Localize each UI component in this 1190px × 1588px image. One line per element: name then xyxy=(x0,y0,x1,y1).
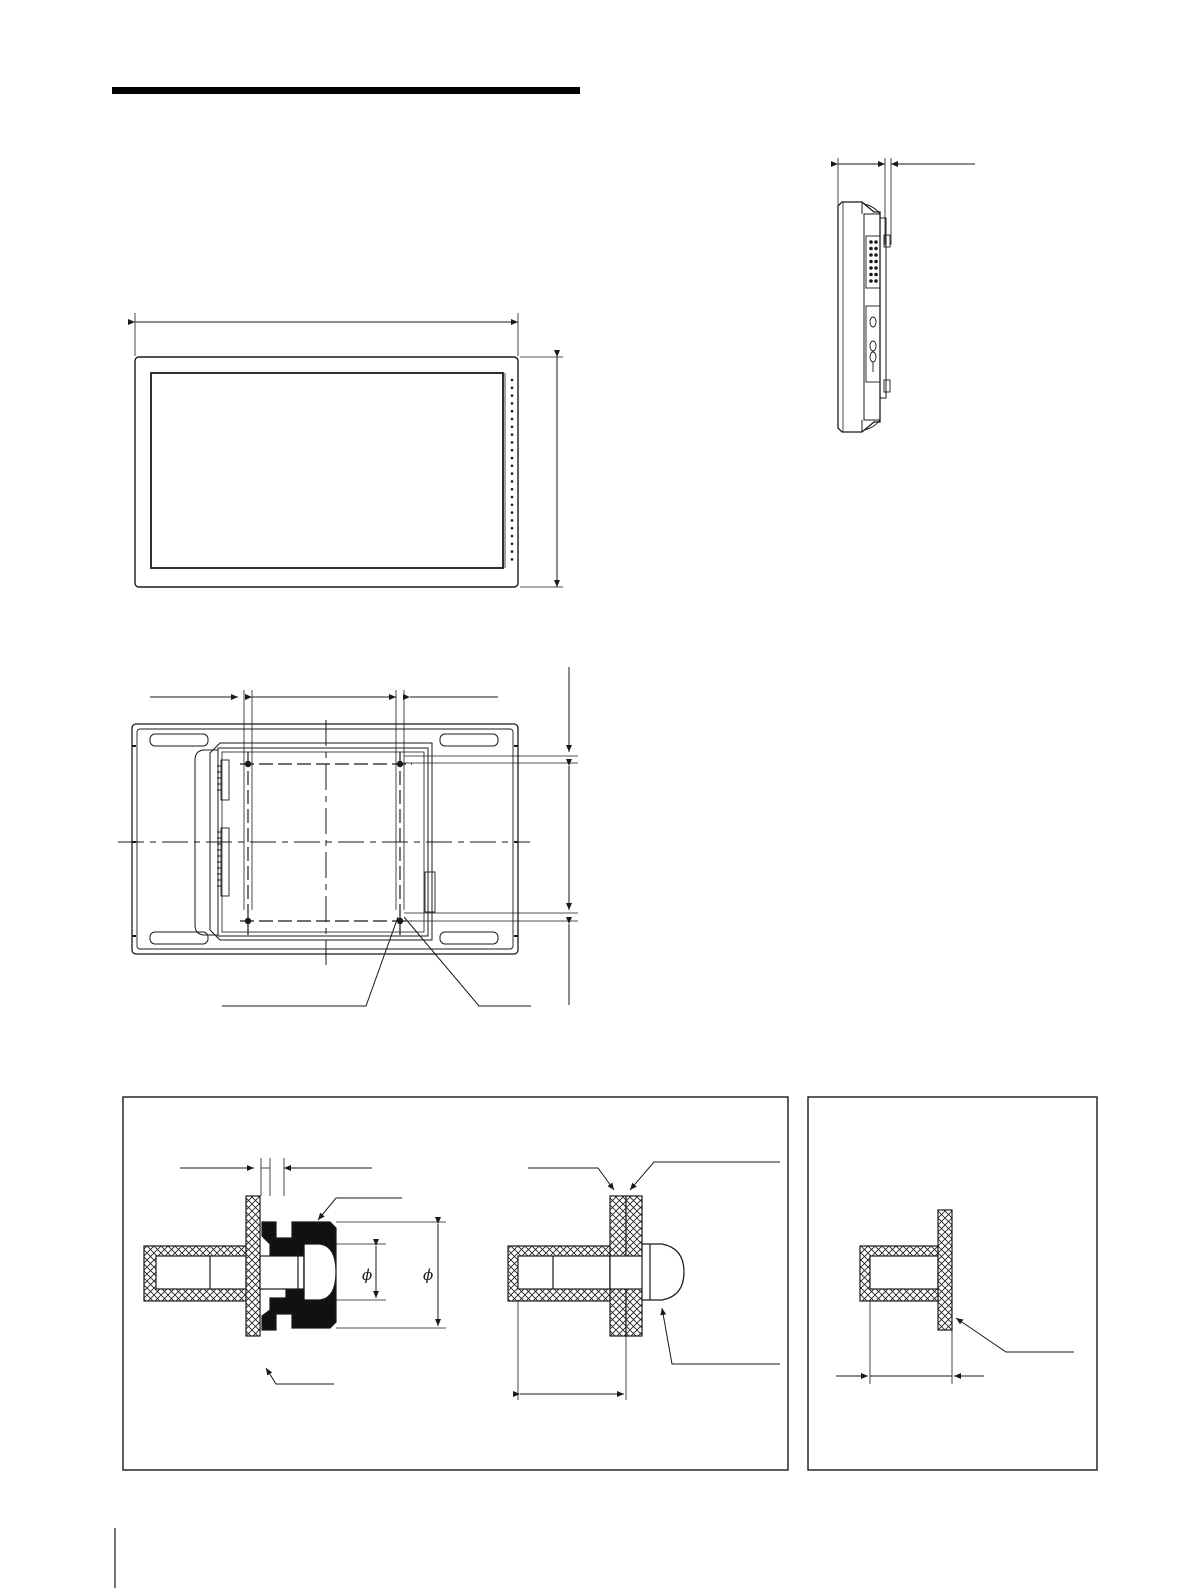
front-indicator-dot xyxy=(511,418,514,421)
rear-hole-leader-right xyxy=(404,917,531,1006)
front-indicator-dot xyxy=(511,457,514,460)
front-indicator-dot xyxy=(511,449,514,452)
front-indicator-dots xyxy=(511,379,514,561)
section-heading-rule xyxy=(112,87,580,94)
rear-view xyxy=(118,667,578,1006)
side-connector-dot xyxy=(874,247,878,251)
front-indicator-dot xyxy=(511,527,514,530)
front-screen xyxy=(151,373,503,568)
front-indicator-dot xyxy=(511,379,514,382)
front-bezel xyxy=(135,357,518,587)
front-indicator-dot xyxy=(511,402,514,405)
front-indicator-dot xyxy=(511,558,514,561)
front-indicator-dot xyxy=(511,504,514,507)
front-indicator-dot xyxy=(511,472,514,475)
front-indicator-dot xyxy=(511,387,514,390)
front-indicator-dot xyxy=(511,480,514,483)
side-connector-dot xyxy=(869,273,873,277)
front-indicator-dot xyxy=(511,426,514,429)
side-connector-dot xyxy=(874,273,878,277)
front-indicator-dot xyxy=(511,550,514,553)
front-indicator-dot xyxy=(511,433,514,436)
front-indicator-dot xyxy=(511,535,514,538)
mounting-hole-top-left xyxy=(245,761,251,767)
side-connector-dot xyxy=(869,247,873,251)
side-connector-dot xyxy=(869,240,873,244)
front-indicator-dot xyxy=(511,441,514,444)
mounting-hole-bottom-right xyxy=(397,918,403,924)
bracket-mount-detail xyxy=(144,1158,446,1384)
front-indicator-dot xyxy=(511,394,514,397)
front-indicator-dot xyxy=(511,519,514,522)
side-connector-dots xyxy=(869,240,878,283)
rear-body xyxy=(132,724,518,954)
side-connector-dot xyxy=(874,266,878,270)
front-indicator-dot xyxy=(511,465,514,468)
side-view xyxy=(838,158,975,432)
front-indicator-dot xyxy=(511,488,514,491)
screw-depth-detail xyxy=(836,1210,1074,1384)
front-indicator-dot xyxy=(511,543,514,546)
side-connector-dot xyxy=(874,253,878,257)
side-connector-dot xyxy=(874,240,878,244)
side-connector-dot xyxy=(874,260,878,264)
front-indicator-dot xyxy=(511,511,514,514)
front-indicator-dot xyxy=(511,496,514,499)
front-indicator-dot xyxy=(511,410,514,413)
side-connector-dot xyxy=(874,279,878,283)
side-connector-dot xyxy=(869,260,873,264)
bolt-mount-detail xyxy=(508,1162,780,1400)
mounting-hole-bottom-left xyxy=(245,918,251,924)
front-view xyxy=(135,313,563,587)
diameter-symbol-small: ϕ xyxy=(362,1266,373,1284)
side-connector-dot xyxy=(869,279,873,283)
side-connector-dot xyxy=(869,266,873,270)
side-connector-dot xyxy=(869,253,873,257)
mounting-hole-top-right xyxy=(397,761,403,767)
diameter-symbol-large: ϕ xyxy=(423,1266,434,1284)
